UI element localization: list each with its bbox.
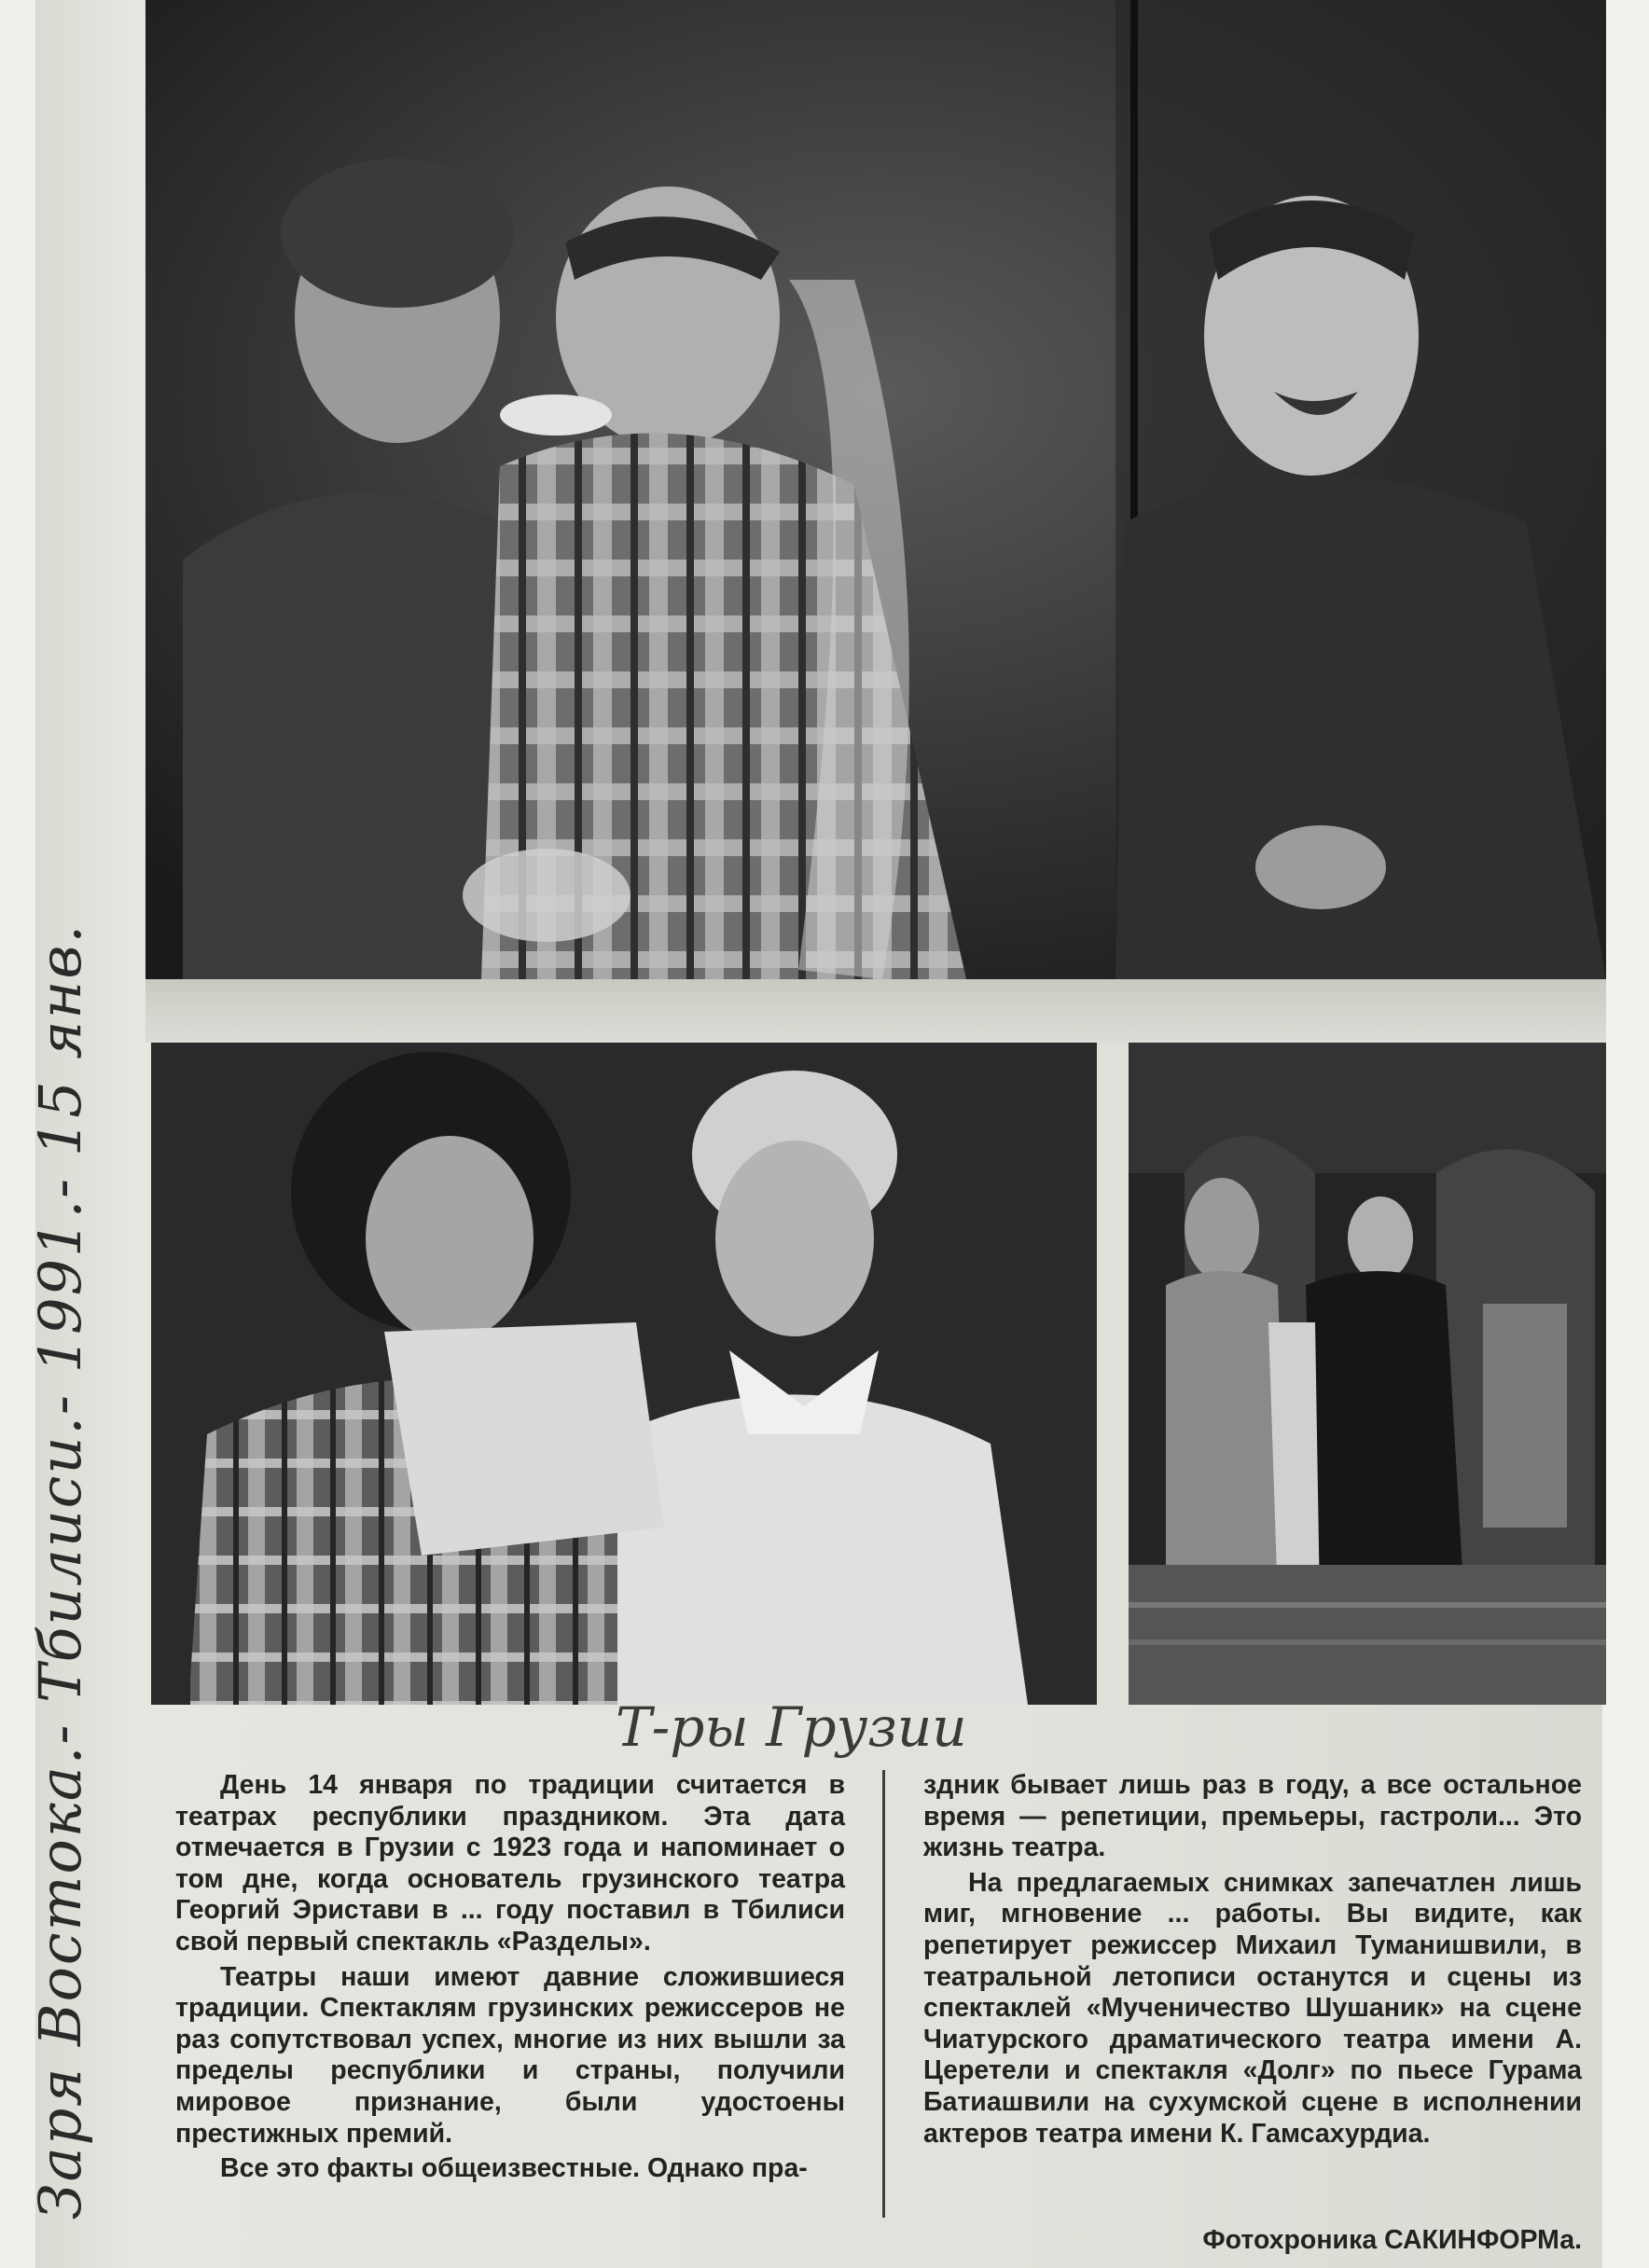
- stage-scene-photo: [1129, 1043, 1606, 1705]
- faded-caption-strip: [146, 979, 1606, 1043]
- paper-margin-right: [1602, 0, 1649, 2268]
- article-paragraph: Театры наши имеют давние сложившиеся традиции. Спектаклям грузинских режиссеров не раз сопутствовал успех, многие из них вышли за пределы республики и страны, получили мировое признание, были удостоены престижных премий.: [175, 1961, 845, 2149]
- stage-scene-photo-image: [1129, 1043, 1606, 1705]
- handwritten-source-note: Заря Востока.- Тбилиси.- 1991.- 15 янв.: [26, 922, 94, 2220]
- article-column-right: [923, 1770, 1582, 2153]
- rehearsal-photo-image: [146, 0, 1606, 979]
- article-paragraph: здник бывает лишь раз в году, а все остальное время — репетиции, премьеры, гастроли... Это жизнь театра.: [923, 1770, 1582, 1863]
- article-paragraph: День 14 января по традиции считается в театрах республики праздником. Эта дата отмечается в Грузии с 1923 года и напоминает о том дне, когда основатель грузинского театра Георгий Эристави в ... году поставил в Тбилиси свой первый спектакль «Разделы».: [175, 1770, 845, 1957]
- article-paragraph: Все это факты общеизвестные. Однако пра-: [220, 2153, 808, 2184]
- rehearsal-photo: [146, 0, 1606, 979]
- handwritten-topic-note: Т-ры Грузии: [616, 1695, 967, 1759]
- actresses-photo: [151, 1043, 1097, 1705]
- actresses-photo-image: [151, 1043, 1097, 1705]
- photo-credit: Фотохроника САКИНФОРМа.: [1202, 2225, 1582, 2255]
- article-paragraph: На предлагаемых снимках запечатлен лишь миг, мгновение ... работы. Вы видите, как репетирует режиссер Михаил Туманишвили, в театральной летописи останутся и сцены из спектаклей «Мученичество Шушаник» на сцене Чиатурского драматического театра имени А. Церетели и спектакля «Долг» по пьесе Гурама Батиашвили на сухумской сцене в исполнении актеров театра имени К. Гамсахурдиа.: [923, 1867, 1582, 2149]
- column-divider: [882, 1770, 885, 2218]
- article-column-left: [175, 1770, 845, 2189]
